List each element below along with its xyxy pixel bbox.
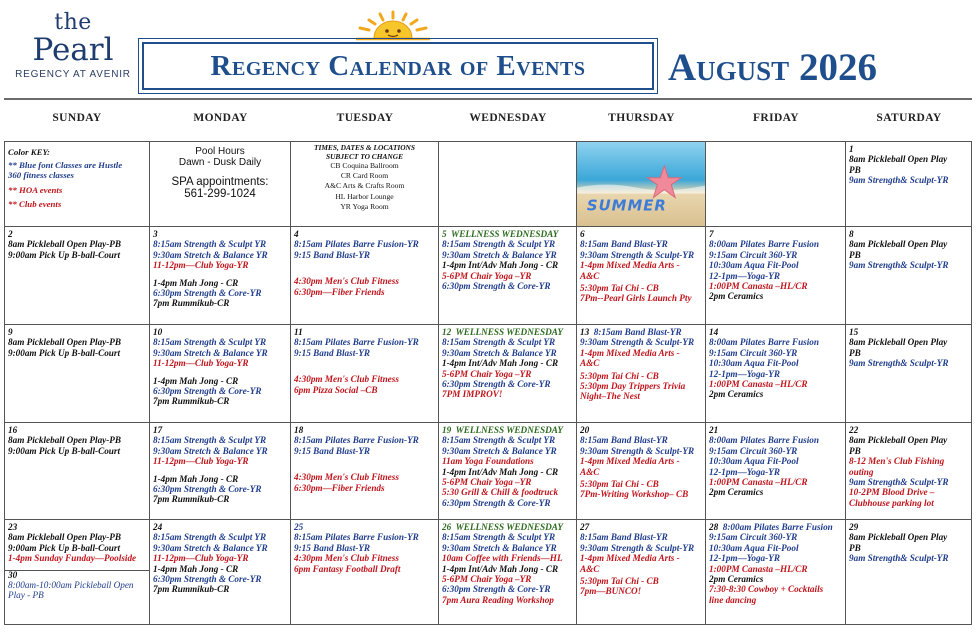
color-key-blue-line: ** Blue font Classes are Hustle [8, 159, 123, 170]
day-number: 13 [580, 327, 590, 337]
event-line: Night–The Nest [580, 391, 640, 402]
event-line: 9:15am Circuit 360-YR [709, 445, 798, 456]
location-item: CR Card Room [340, 171, 389, 181]
location-item: CB Coquina Ballroom [330, 161, 399, 170]
event-line: 5-6PM Chair Yoga –YR [442, 368, 532, 379]
event-line: 7pm Aura Reading Workshop [442, 594, 554, 605]
event-line: 12-1pm—Yoga-YR [709, 553, 780, 564]
event-line: 2pm Ceramics [709, 574, 764, 585]
day-cell-27 [577, 520, 706, 624]
spa-phone: 561-299-1024 [184, 188, 256, 200]
event-line: 4:30pm Men's Club Fitness [294, 374, 399, 385]
event-line: 7pm Rummikub-CR [153, 298, 230, 309]
event-line: 5:30pm Tai Chi - CB [580, 370, 659, 381]
event-line: Clubhouse parking lot [849, 497, 934, 508]
event-line: 9:30am Stretch & Balance YR [442, 445, 557, 456]
spacer [153, 467, 287, 474]
day-cell-5 [439, 227, 577, 324]
calendar-title: Regency Calendar of Events [210, 49, 586, 82]
sun-icon [352, 10, 434, 44]
event-line: 11-12pm—Club Yoga-YR [153, 553, 249, 564]
event-line: 9:00am Pick Up B-ball-Court [8, 542, 121, 553]
empty-cell [439, 142, 577, 226]
event-line: 12-1pm—Yoga-YR [709, 368, 780, 379]
event-line: 8am Pickleball Open Play [849, 154, 948, 165]
event-line: outing [849, 466, 874, 477]
day-cell-25 [291, 520, 439, 624]
event-line: 6:30pm—Fiber Friends [294, 482, 385, 493]
event-line: 8:15am Pilates Barre Fusion-YR [294, 532, 419, 543]
day-number: 5 [442, 229, 447, 239]
event-line: 9:15 Band Blast-YR [294, 347, 371, 358]
event-line: 1:00PM Canasta –HL/CR [709, 563, 808, 574]
summer-beach-image [577, 142, 705, 226]
event-line: 8am Pickleball Open Play [849, 435, 948, 446]
event-line: 8:15am Pilates Barre Fusion-YR [294, 239, 419, 250]
wellness-label: WELLNESS WEDNESDAY [455, 522, 563, 532]
event-line: 7PM IMPROV! [442, 389, 503, 400]
day-cell-16 [4, 423, 150, 519]
day-cell-24 [150, 520, 291, 624]
event-line: PB [849, 445, 861, 456]
event-line: 9:30am Strength & Sculpt-YR [580, 249, 695, 260]
spacer [153, 369, 287, 376]
day-cell-7 [706, 227, 846, 324]
event-line: 9am Strength& Sculpt-YR [849, 477, 949, 488]
event-line: 6pm Pizza Social –CB [294, 384, 378, 395]
event-line: 11-12pm—Club Yoga-YR [153, 260, 249, 271]
day-number: 30 [8, 569, 18, 580]
day-number: 26 [442, 522, 452, 532]
day-header-sunday: SUNDAY [52, 112, 102, 124]
day-number: 18 [294, 425, 304, 435]
event-line: 6:30pm Strength & Core-YR [153, 386, 262, 397]
empty-cell [706, 142, 846, 226]
event-line: 2pm Ceramics [709, 389, 764, 400]
event-line: 5-6PM Chair Yoga –YR [442, 574, 532, 585]
location-item: HL Harbor Lounge [335, 191, 394, 201]
event-line: 7Pm--Pearl Girls Launch Pty [580, 293, 692, 304]
color-key-club: ** Club events [8, 199, 62, 209]
week-row-3 [4, 324, 972, 422]
event-line: 4:30pm Men's Club Fitness [294, 472, 399, 483]
event-line: 1-4pm Int/Adv Mah Jong - CR [442, 260, 559, 271]
event-line: 8:00am Pilates Barre Fusion [709, 239, 820, 250]
event-line: 8am Pickleball Open Play-PB [8, 239, 122, 250]
event-line: 8:00am Pilates Barre Fusion [709, 337, 820, 348]
event-line: 11am Yoga Foundations [442, 456, 534, 467]
day-number: 15 [849, 327, 859, 337]
day-number: 17 [153, 425, 163, 435]
event-line: 8am Pickleball Open Play-PB [8, 435, 122, 446]
day-number: 28 [709, 522, 719, 532]
event-line: 8am Pickleball Open Play [849, 337, 948, 348]
day-cell-6 [577, 227, 706, 324]
event-line: 1-4pm Mah Jong - CR [153, 473, 239, 484]
event-line: 6:30pm Strength & Core-YR [153, 288, 262, 299]
event-line [709, 522, 842, 532]
pool-hours-title: Pool Hours [195, 146, 245, 157]
event-line: A&C [580, 563, 600, 574]
event-text: 8:00am Pilates Barre Fusion [722, 522, 833, 532]
spacer [294, 358, 435, 374]
day-number: 12 [442, 327, 452, 337]
event-line: 10:30am Aqua Fit-Pool [709, 542, 799, 553]
day-cell-13 [577, 325, 706, 422]
calendar-title-box [142, 42, 654, 90]
spacer [294, 456, 435, 472]
day-number: 25 [294, 522, 304, 532]
wellness-label: WELLNESS WEDNESDAY [455, 327, 563, 337]
event-line: 8:15am Strength & Sculpt YR [153, 532, 267, 543]
event-line: 8:15am Strength & Sculpt YR [153, 239, 267, 250]
event-line: 1:00PM Canasta –HL/CR [709, 477, 808, 488]
event-line: 7:30-8:30 Cowboy + Cocktails [709, 584, 824, 595]
event-line: 1:00PM Canasta –HL/CR [709, 281, 808, 292]
event-line: 11-12pm—Club Yoga-YR [153, 358, 249, 369]
event-line [580, 327, 702, 337]
day-cell-11 [291, 325, 439, 422]
day-number: 9 [8, 327, 13, 337]
wellness-title [442, 425, 573, 435]
pearl-logo [10, 12, 136, 80]
day-number: 24 [153, 522, 163, 532]
wellness-title [442, 327, 573, 337]
event-line: 8:15am Pilates Barre Fusion-YR [294, 337, 419, 348]
event-line: 6:30pm Strength & Core-YR [442, 584, 551, 595]
event-line: 9:15am Circuit 360-YR [709, 249, 798, 260]
event-line: 2pm Ceramics [709, 487, 764, 498]
event-line: 9:15am Circuit 360-YR [709, 347, 798, 358]
day-cell-17 [150, 423, 291, 519]
event-line: 1-4pm Mixed Media Arts - [580, 260, 680, 271]
pool-hours [153, 146, 287, 200]
header-divider [4, 98, 972, 100]
event-line: 1-4pm Int/Adv Mah Jong - CR [442, 563, 559, 574]
pool-hours-cell [150, 142, 291, 226]
day-cell-23-30 [4, 520, 150, 624]
event-line: 9:15 Band Blast-YR [294, 542, 371, 553]
locations-list [294, 144, 435, 212]
event-line: 9:15am Circuit 360-YR [709, 532, 798, 543]
event-line: 9:30am Strength & Sculpt-YR [580, 445, 695, 456]
event-line: 7pm Rummikub-CR [153, 494, 230, 505]
event-line: 4:30pm Men's Club Fitness [294, 553, 399, 564]
event-line: 1-4pm Mixed Media Arts - [580, 456, 680, 467]
spacer [153, 271, 287, 278]
event-line: 1-4pm Mixed Media Arts - [580, 347, 680, 358]
day-number: 20 [580, 425, 590, 435]
day-header-thursday: THURSDAY [608, 112, 675, 124]
logo-pearl: Pearl [32, 32, 114, 68]
event-line: PB [849, 542, 861, 553]
week-row-2 [4, 226, 972, 324]
event-line: 7Pm-Writing Workshop– CB [580, 489, 689, 500]
event-line: 10:30am Aqua Fit-Pool [709, 260, 799, 271]
day-number: 11 [294, 327, 303, 337]
location-item: YR Yoga Room [340, 201, 389, 211]
pool-hours-value: Dawn - Dusk Daily [178, 157, 262, 168]
day-cell-3 [150, 227, 291, 324]
event-line: 10-2PM Blood Drive – [849, 487, 935, 498]
event-line: 10:30am Aqua Fit-Pool [709, 456, 799, 467]
event-line: 6pm Fantasy Football Draft [294, 563, 401, 574]
event-text: 8:15am Band Blast-YR [593, 327, 682, 337]
day-cell-2 [4, 227, 150, 324]
event-line: 8:15am Strength & Sculpt YR [442, 239, 556, 250]
day-number: 23 [8, 522, 18, 532]
day-header-saturday: SATURDAY [876, 112, 942, 124]
day-cell-19 [439, 423, 577, 519]
day-number: 21 [709, 425, 719, 435]
event-line: 8:15am Strength & Sculpt YR [442, 435, 556, 446]
event-line: 8:15am Band Blast-YR [580, 435, 668, 446]
day-cell-15 [846, 325, 972, 422]
day-number: 7 [709, 229, 714, 239]
event-line: PB [849, 347, 861, 358]
event-line: 5:30 Grill & Chill & foodtruck [442, 487, 559, 498]
event-line: 10am Coffee with Friends—HL [442, 553, 563, 564]
day-number: 3 [153, 229, 158, 239]
event-line: 4:30pm Men's Club Fitness [294, 276, 399, 287]
summer-image-cell [577, 142, 706, 226]
event-line: 9:00am Pick Up B-ball-Court [8, 249, 121, 260]
event-line: 9:30am Stretch & Balance YR [153, 347, 268, 358]
event-line: 1-4pm Mah Jong - CR [153, 277, 239, 288]
event-line: 8:15am Pilates Barre Fusion-YR [294, 435, 419, 446]
spacer [294, 260, 435, 276]
day-cell-8 [846, 227, 972, 324]
event-line: 9:00am Pick Up B-ball-Court [8, 445, 121, 456]
event-line: 6:30pm Strength & Core-YR [442, 281, 551, 292]
day-cell-20 [577, 423, 706, 519]
event-line: PB [849, 164, 861, 175]
event-line: 9:00am Pick Up B-ball-Court [8, 347, 121, 358]
event-line: 8:00am Pilates Barre Fusion [709, 435, 820, 446]
locations-header: TIMES, DATES & LOCATIONS [313, 143, 416, 152]
event-line: line dancing [709, 594, 757, 605]
day-cell-10 [150, 325, 291, 422]
day-number: 10 [153, 327, 163, 337]
day-cell-9 [4, 325, 150, 422]
event-line: 9am Strength& Sculpt-YR [849, 175, 949, 186]
event-line: 9:30am Stretch & Balance YR [153, 249, 268, 260]
month-title: August 2026 [668, 46, 877, 89]
event-line: 8-12 Men's Club Fishing [849, 456, 945, 467]
event-line: PB [849, 249, 861, 260]
event-line: 8:15am Band Blast-YR [580, 239, 668, 250]
event-line: 2pm Ceramics [709, 291, 764, 302]
wellness-title [442, 522, 573, 532]
event-line: 1:00PM Canasta –HL/CR [709, 379, 808, 390]
day-number: 2 [8, 229, 13, 239]
cell-divider [5, 570, 149, 571]
event-line: 8am Pickleball Open Play-PB [8, 532, 122, 543]
event-line: 9:30am Strength & Sculpt-YR [580, 337, 695, 348]
event-line: 8:15am Band Blast-YR [580, 532, 668, 543]
event-line: 6:30pm Strength & Core-YR [153, 574, 262, 585]
day-number: 4 [294, 229, 299, 239]
event-line: 1-4pm Int/Adv Mah Jong - CR [442, 358, 559, 369]
event-line: 8:15am Strength & Sculpt YR [153, 435, 267, 446]
event-line: 6:30pm—Fiber Friends [294, 286, 385, 297]
day-cell-29 [846, 520, 972, 624]
logo-the: the [54, 10, 92, 35]
event-line: 12-1pm—Yoga-YR [709, 466, 780, 477]
color-key-hoa: ** HOA events [8, 184, 63, 195]
day-number: 14 [709, 327, 719, 337]
event-line: 9am Strength& Sculpt-YR [849, 260, 949, 271]
event-line: 5:30pm Day Trippers Trivia [580, 381, 686, 392]
event-line: 1-4pm Mah Jong - CR [153, 563, 239, 574]
summer-word: SUMMER [586, 196, 667, 215]
event-line: 9:30am Stretch & Balance YR [442, 542, 557, 553]
wellness-label: WELLNESS WEDNESDAY [455, 425, 563, 435]
location-item: A&C Arts & Crafts Room [324, 181, 405, 191]
event-line: 9:30am Strength & Sculpt-YR [580, 542, 695, 553]
day-cell-28 [706, 520, 846, 624]
event-line: A&C [580, 270, 600, 281]
day-header-friday: FRIDAY [752, 112, 800, 124]
event-line: 12-1pm—Yoga-YR [709, 270, 780, 281]
event-line: 5:30pm Tai Chi - CB [580, 479, 659, 490]
day-cell-21 [706, 423, 846, 519]
event-line: 5-6PM Chair Yoga –YR [442, 270, 532, 281]
event-line: 6:30pm Strength & Core-YR [442, 497, 551, 508]
event-line: 9:30am Stretch & Balance YR [153, 542, 268, 553]
event-line: 6:30pm Strength & Core-YR [442, 379, 551, 390]
week-row-1 [4, 141, 972, 226]
event-line: 5:30pm Tai Chi - CB [580, 576, 659, 587]
locations-header: SUBJECT TO CHANGE [325, 151, 404, 161]
event-line: 6:30pm Strength & Core-YR [153, 484, 262, 495]
day-number: 16 [8, 425, 18, 435]
event-line: 8:00am-10:00am Pickleball Open [8, 580, 134, 591]
day-cell-14 [706, 325, 846, 422]
day-cell-26 [439, 520, 577, 624]
calendar-grid [4, 141, 972, 625]
color-key-title: Color KEY: [8, 147, 50, 157]
color-key-blue-line: 360 fitness classes [8, 170, 74, 180]
day-number: 22 [849, 425, 859, 435]
event-line: Play - PB [8, 590, 44, 601]
event-line: 7pm Rummikub-CR [153, 584, 230, 595]
week-row-4 [4, 422, 972, 519]
day-number: 6 [580, 229, 585, 239]
event-line: 10:30am Aqua Fit-Pool [709, 358, 799, 369]
event-line: 9:30am Stretch & Balance YR [153, 445, 268, 456]
day-header-wednesday: WEDNESDAY [469, 112, 547, 124]
event-line: 8am Pickleball Open Play-PB [8, 337, 122, 348]
event-line: 5:30pm Tai Chi - CB [580, 283, 659, 294]
locations-cell [291, 142, 439, 226]
day-header-tuesday: TUESDAY [336, 112, 394, 124]
day-number: 1 [849, 144, 854, 154]
event-line: 1-4pm Mixed Media Arts - [580, 553, 680, 564]
event-line: 9am Strength& Sculpt-YR [849, 553, 949, 564]
event-line: 1-4pm Int/Adv Mah Jong - CR [442, 466, 559, 477]
event-line: 1-4pm Sunday Funday—Poolside [8, 553, 137, 564]
event-line: 1-4pm Mah Jong - CR [153, 375, 239, 386]
event-line: 8am Pickleball Open Play [849, 532, 948, 543]
event-line: 8:15am Strength & Sculpt YR [442, 337, 556, 348]
event-line: 9:15 Band Blast-YR [294, 445, 371, 456]
event-line: 9:15 Band Blast-YR [294, 249, 371, 260]
wellness-label: WELLNESS WEDNESDAY [451, 229, 559, 239]
event-line: 9:30am Stretch & Balance YR [442, 249, 557, 260]
event-line: 7pm—BUNCO! [580, 586, 642, 597]
event-line: 9am Strength& Sculpt-YR [849, 358, 949, 369]
day-number: 27 [580, 522, 590, 532]
day-header-row [4, 112, 972, 124]
wellness-title [442, 229, 573, 239]
week-row-5 [4, 519, 972, 625]
day-cell-12 [439, 325, 577, 422]
event-line: 9:30am Stretch & Balance YR [442, 347, 557, 358]
event-line: 7pm Rummikub-CR [153, 396, 230, 407]
event-line: 11-12pm—Club Yoga-YR [153, 456, 249, 467]
color-key-cell [4, 142, 150, 226]
day-number: 8 [849, 229, 854, 239]
event-line: 8:15am Strength & Sculpt YR [442, 532, 556, 543]
day-cell-1 [846, 142, 972, 226]
day-number: 29 [849, 522, 859, 532]
day-cell-4 [291, 227, 439, 324]
spa-title: SPA appointments: [171, 176, 269, 188]
day-cell-22 [846, 423, 972, 519]
event-line: A&C [580, 358, 600, 369]
event-line: A&C [580, 466, 600, 477]
day-number: 19 [442, 425, 452, 435]
event-line: 8:15am Strength & Sculpt YR [153, 337, 267, 348]
event-line: 8am Pickleball Open Play [849, 239, 948, 250]
event-line: 5-6PM Chair Yoga –YR [442, 477, 532, 488]
logo-subtitle: REGENCY AT AVENIR [15, 69, 131, 80]
day-header-monday: MONDAY [193, 112, 248, 124]
day-cell-18 [291, 423, 439, 519]
